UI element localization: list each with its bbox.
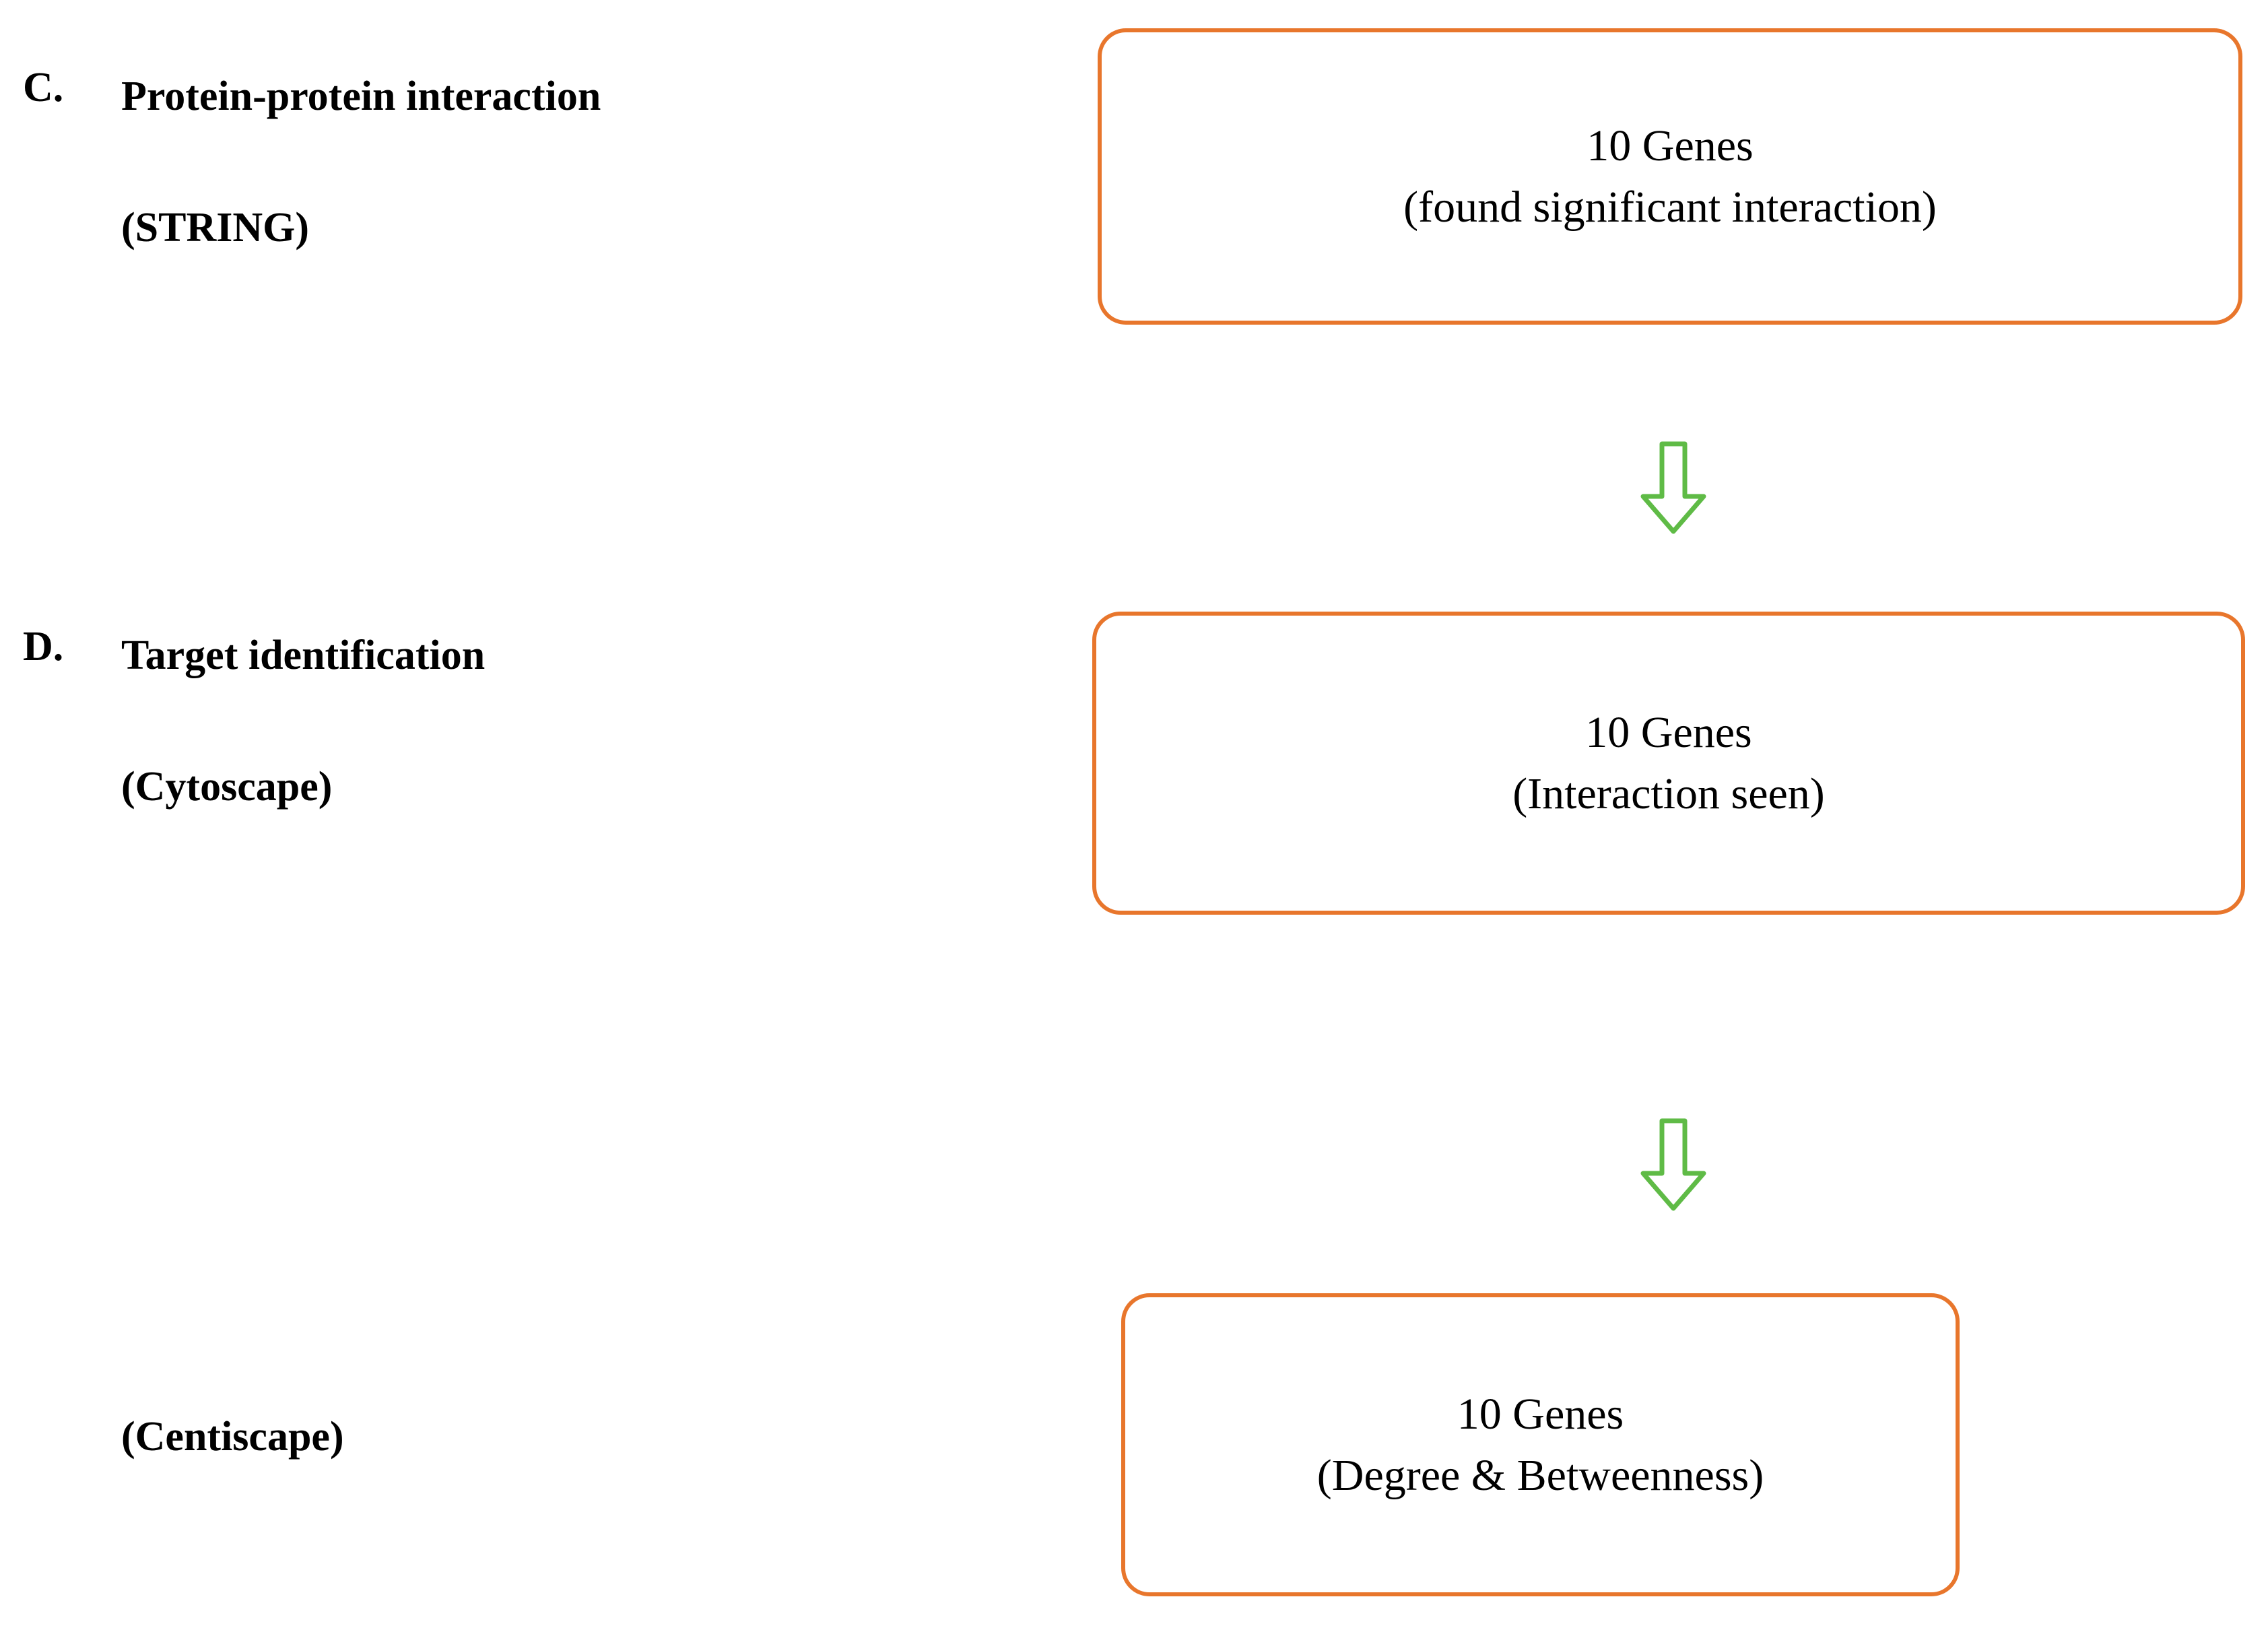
step-tool-string: (STRING)	[121, 205, 310, 251]
box-cytoscape-line-2: (Interaction seen)	[1512, 769, 1825, 818]
step-tool-cytoscape: (Cytoscape)	[121, 764, 333, 810]
box-string-line-1: 10 Genes	[1587, 121, 1754, 170]
step-letter-c: C.	[23, 65, 64, 110]
box-cytoscape-result	[1092, 612, 2245, 915]
step-letter-d: D.	[23, 624, 64, 670]
arrow-string-to-cytoscape	[1636, 441, 1710, 539]
step-tool-centiscape: (Centiscape)	[121, 1414, 344, 1460]
box-string-line-2: (found significant interaction)	[1403, 183, 1937, 232]
step-title-d: Target identification	[121, 632, 486, 678]
arrow-cytoscape-to-centiscape	[1636, 1118, 1710, 1216]
box-cytoscape-line-1: 10 Genes	[1585, 707, 1752, 757]
box-string-result	[1098, 28, 2242, 325]
box-centiscape-result	[1121, 1293, 1960, 1596]
box-centiscape-line-2: (Degree & Betweenness)	[1316, 1451, 1764, 1500]
box-centiscape-line-1: 10 Genes	[1457, 1389, 1624, 1439]
step-title-c: Protein-protein interaction	[121, 73, 601, 119]
